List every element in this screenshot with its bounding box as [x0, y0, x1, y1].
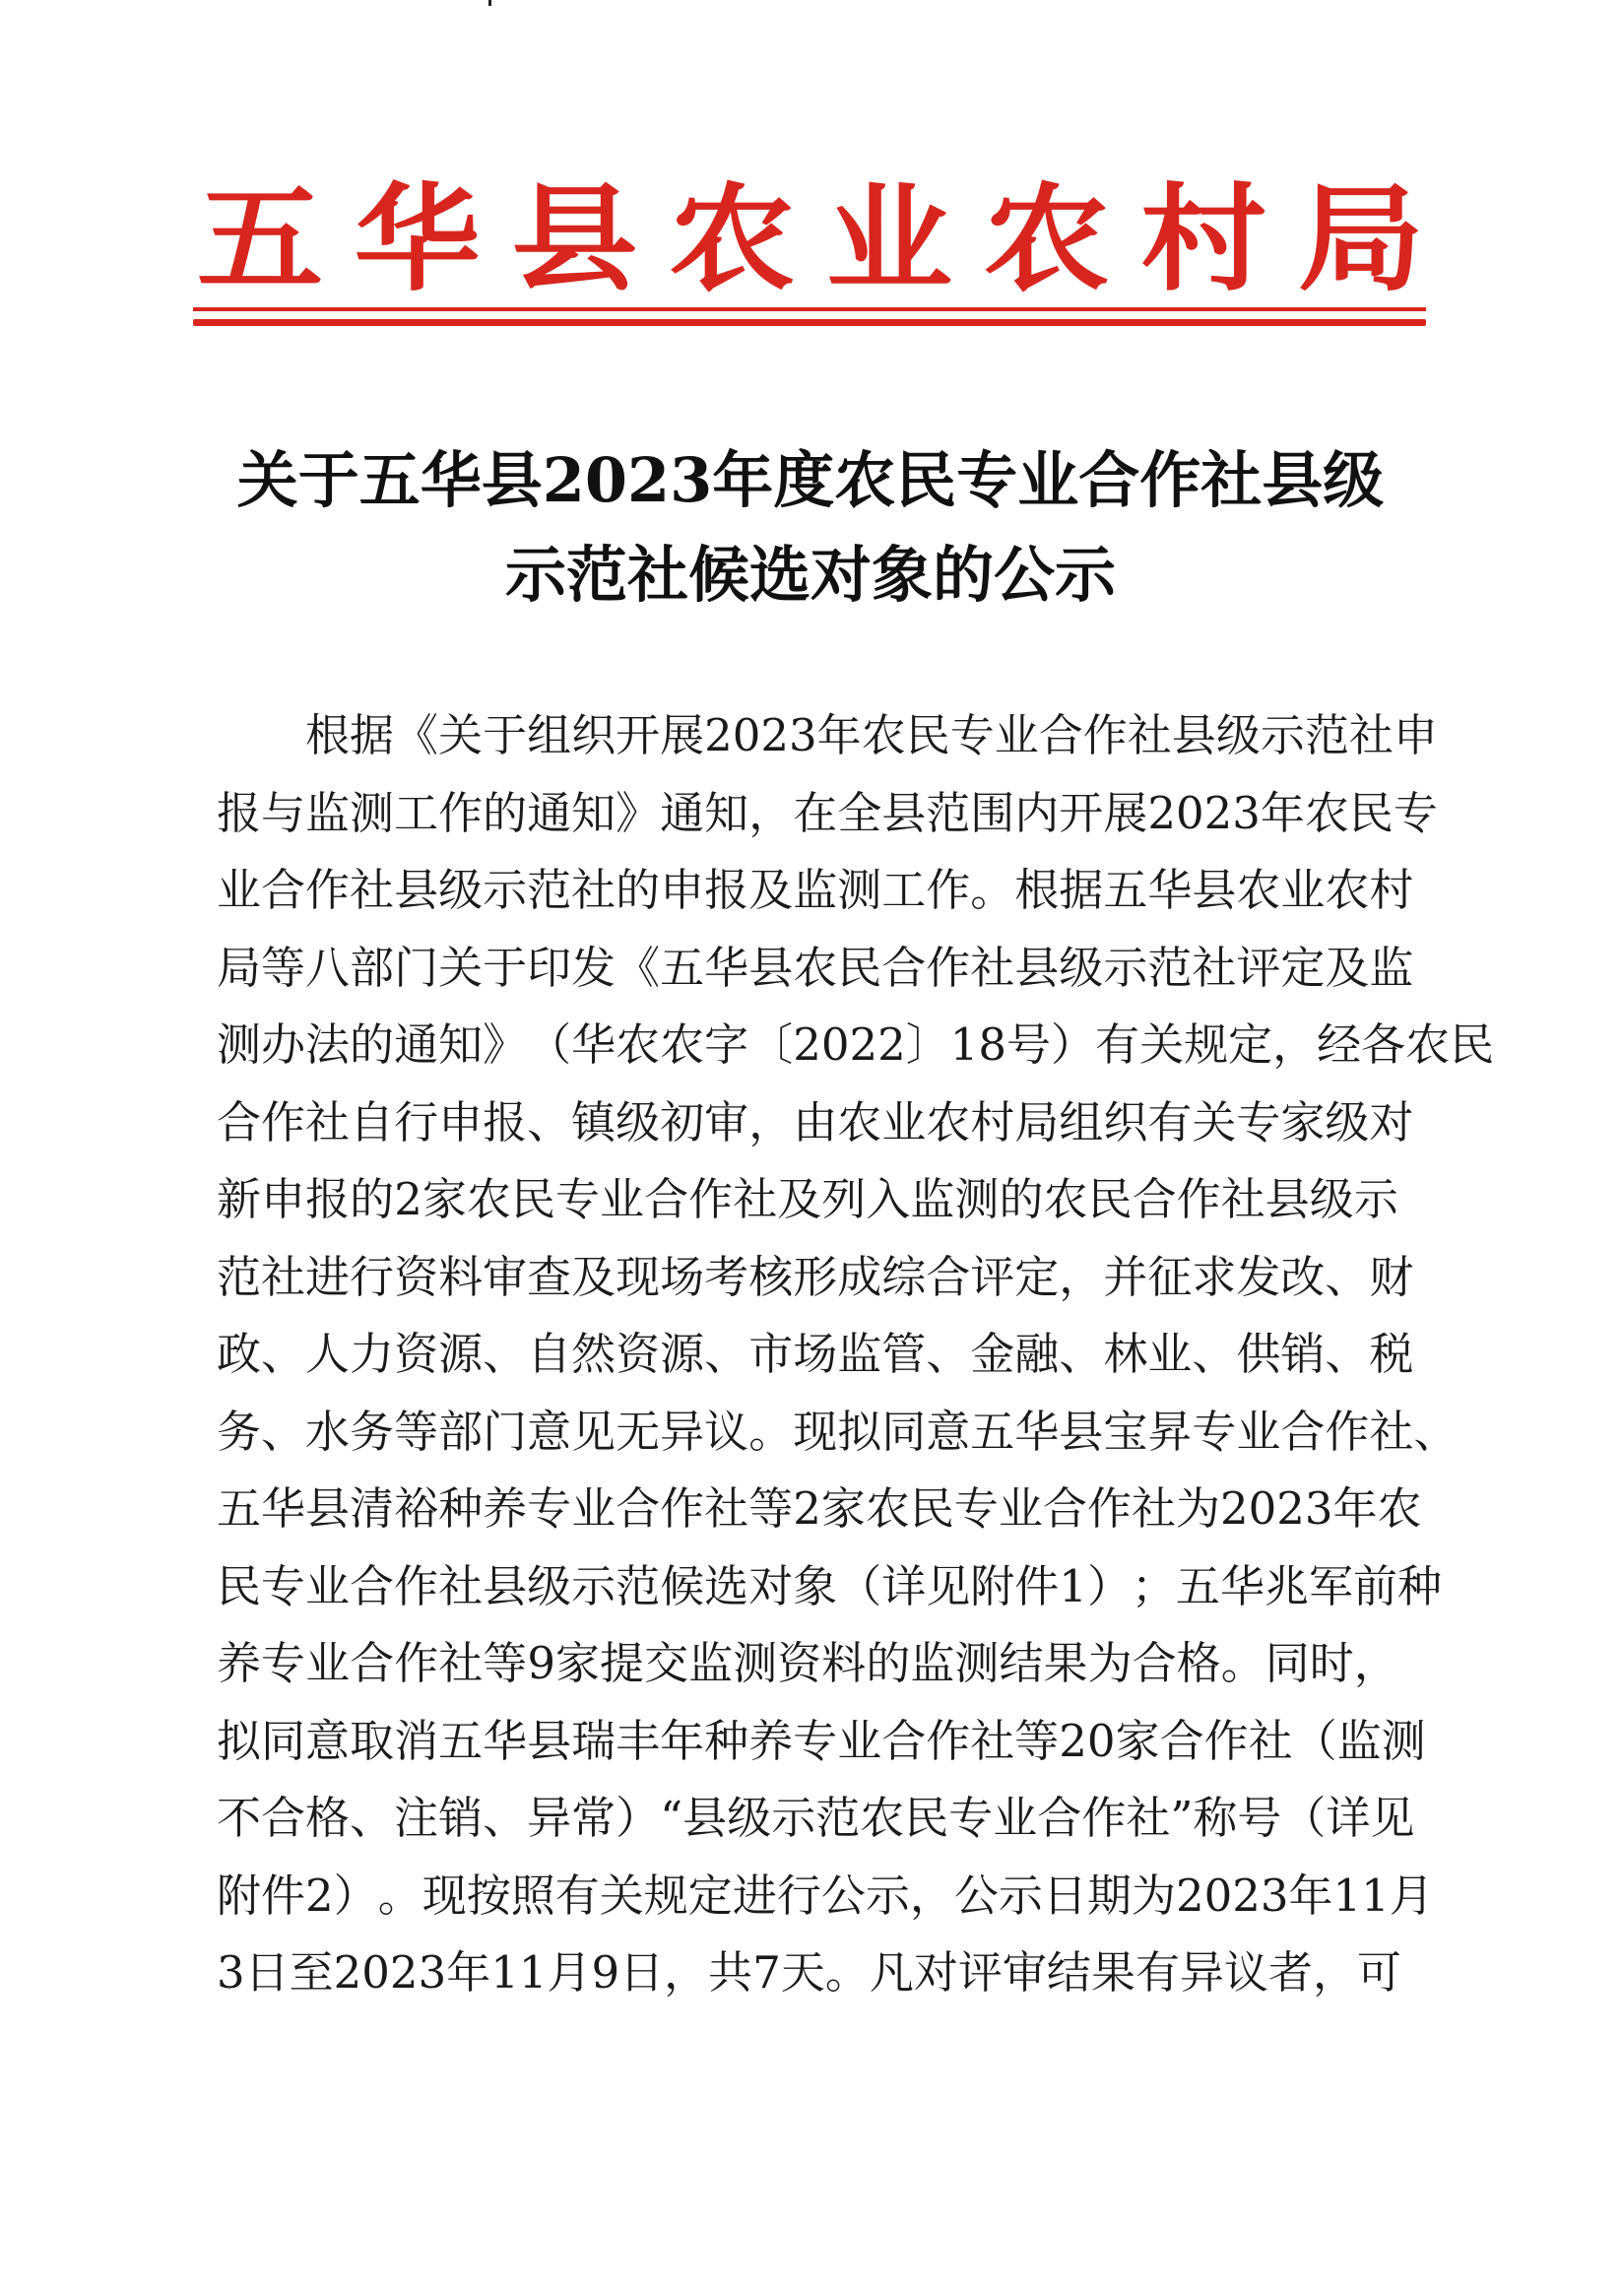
body-line: 范 社 进 行 资 料 审 查 及 现 场 考 核 形 成 综 合 评 定 ， 并 征 求 发 改 、 财 — [217, 1250, 1414, 1303]
org-char: 业 — [825, 171, 952, 307]
body-line: 业 合 作 社 县 级 示 范 社 的 申 报 及 监 测 工 作 。 根 据 五 华 县 农 业 农 村 — [217, 864, 1414, 916]
header-rule-thin — [193, 307, 1426, 311]
body-line: 新 申 报 的 2 家 农 民 专 业 合 作 社 及 列 入 监 测 的 农 民 合 作 社 县 级 示 — [217, 1173, 1398, 1225]
header-rule-thick — [193, 319, 1426, 326]
title-line: 关于五华县2023年度农民专业合作社县级 — [236, 444, 1385, 516]
org-char: 局 — [1297, 171, 1424, 307]
body-line: 合 作 社 自 行 申 报 、 镇 级 初 审 ， 由 农 业 农 村 局 组 织 有 关 专 家 级 对 — [217, 1095, 1414, 1148]
scan-mark — [488, 0, 491, 6]
org-header — [197, 165, 1424, 313]
body-line: 民 专 业 合 作 社 县 级 示 范 候 选 对 象 （ 详 见 附 件 1 ） ； 五 华 兆 军 前 种 — [217, 1559, 1443, 1612]
body-line: 局 等 八 部 门 关 于 印 发 《 五 华 县 农 民 合 作 社 县 级 示 范 社 评 定 及 监 — [217, 941, 1414, 994]
org-char: 农 — [983, 171, 1110, 307]
body-line: 报 与 监 测 工 作 的 通 知 》 通 知 ， 在 全 县 范 围 内 开 展 2023 年 农 民 专 — [217, 786, 1438, 839]
body-line: 根 据 《 关 于 组 织 开 展 2023 年 农 民 专 业 合 作 社 县 级 示 范 社 申 — [305, 709, 1438, 761]
body-line: 养 专 业 合 作 社 等 9 家 提 交 监 测 资 料 的 监 测 结 果 为 合 格 。 同 时 ， — [217, 1637, 1398, 1689]
body-line: 不 合 格 、 注 销 、 异 常 ） “ 县 级 示 范 农 民 专 业 合 作 社 ” 称 号 （ 详 见 — [217, 1792, 1415, 1844]
org-char: 华 — [354, 171, 481, 307]
document-title — [177, 433, 1444, 623]
org-char: 农 — [669, 171, 796, 307]
title-line: 示范社候选对象的公示 — [504, 539, 1116, 611]
body-line: 3 日 至 2023 年 11 月 9 日 ， 共 7 天 。 凡 对 评 审 结 果 有 异 议 者 ， 可 — [217, 1946, 1402, 1999]
body-line: 政 、 人 力 资 源 、 自 然 资 源 、 市 场 监 管 、 金 融 、 林 业 、 供 销 、 税 — [217, 1328, 1414, 1380]
body-line: 附 件 2 ） 。 现 按 照 有 关 规 定 进 行 公 示 ， 公 示 日 期 为 2023 年 11 月 — [217, 1869, 1434, 1922]
body-line: 测 办 法 的 通 知 》 （ 华 农 农 字 〔 2022 〕 18 号 ） 有 关 规 定 ， 经 各 农 民 — [217, 1018, 1495, 1071]
document-body — [217, 697, 1495, 2012]
org-char: 县 — [511, 171, 638, 307]
org-char: 五 — [197, 171, 324, 307]
body-line: 拟 同 意 取 消 五 华 县 瑞 丰 年 种 养 专 业 合 作 社 等 20 家 合 作 社 （ 监 测 — [217, 1714, 1426, 1767]
body-line: 务 、 水 务 等 部 门 意 见 无 异 议 。 现 拟 同 意 五 华 县 宝 昇 专 业 合 作 社 、 — [217, 1405, 1459, 1458]
body-line: 五 华 县 清 裕 种 养 专 业 合 作 社 等 2 家 农 民 专 业 合 作 社 为 2023 年 农 — [217, 1482, 1422, 1535]
org-char: 村 — [1140, 171, 1267, 307]
